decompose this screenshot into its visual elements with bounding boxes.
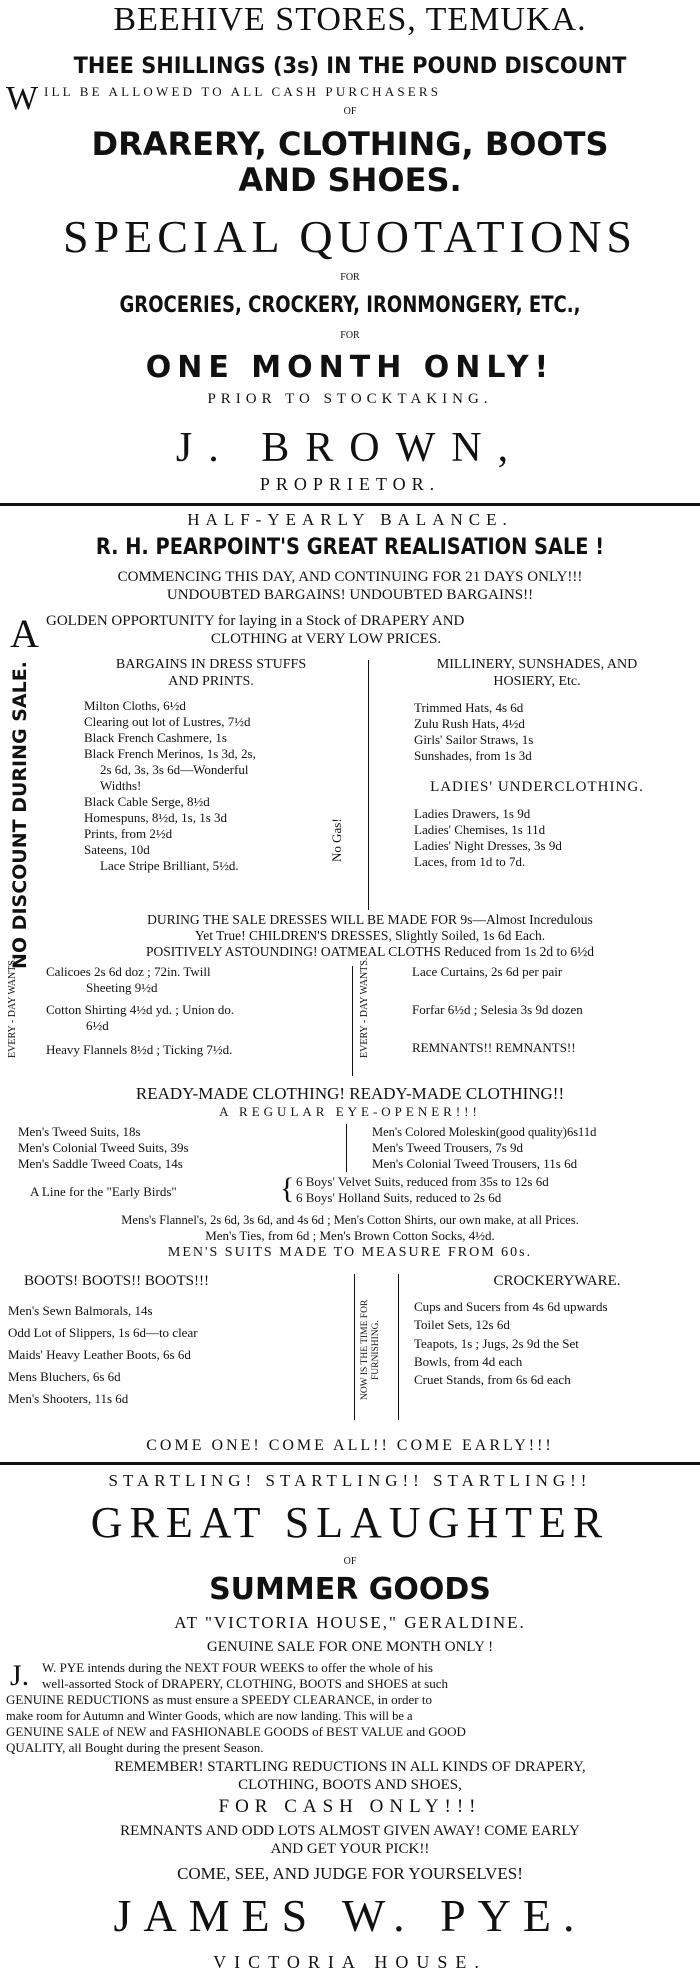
list-item: Black French Merinos, 1s 3d, 2s, — [84, 746, 256, 761]
half-yearly: HALF-YEARLY BALANCE. — [187, 510, 513, 529]
early-birds-lead: A Line for the "Early Birds" — [30, 1184, 177, 1199]
suits-measure-line: MEN'S SUITS MADE TO MEASURE FROM 60s. — [167, 1245, 533, 1260]
undoubted-line: UNDOUBTED BARGAINS! UNDOUBTED BARGAINS!! — [166, 587, 534, 603]
golden-line-1: GOLDEN OPPORTUNITY for laying in a Stock of DRAPERY AND — [46, 613, 465, 629]
groceries-line: GROCERIES, CROCKERY, IRONMONGERY, ETC., — [119, 293, 581, 318]
list-item: Bowls, from 4d each — [414, 1354, 523, 1369]
list-item: Lace Stripe Brilliant, 5½d. — [100, 858, 239, 873]
millinery-section — [378, 656, 696, 870]
furnishing-label: NOW IS THE TIME FOR FURNISHING. — [360, 1299, 381, 1401]
list-item: Trimmed Hats, 4s 6d — [414, 700, 524, 715]
list-item: Men's Tweed Trousers, 7s 9d — [372, 1140, 524, 1155]
list-item: Sheeting 9½d — [86, 980, 158, 995]
drapery-line-1: DRARERY, CLOTHING, BOOTS — [91, 126, 609, 162]
dresses-line-2: Yet True! CHILDREN'S DRESSES, Slightly Soiled, 1s 6d Each. — [194, 928, 546, 943]
of-label: OF — [343, 106, 357, 117]
victoria-line: AT "VICTORIA HOUSE," GERALDINE. — [174, 1613, 526, 1632]
dress-heading-1: BARGAINS IN DRESS STUFFS — [115, 657, 307, 672]
millinery-heading-1: MILLINERY, SUNSHADES, AND — [436, 657, 638, 672]
list-item: Milton Cloths, 6½d — [84, 698, 186, 713]
column-divider — [354, 1274, 355, 1420]
list-item: Teapots, 1s ; Jugs, 2s 9d the Set — [414, 1336, 579, 1351]
list-item: Men's Colored Moleskin(good quality)6s11d — [372, 1125, 597, 1139]
list-item: Laces, from 1d to 7d. — [414, 854, 526, 869]
list-item: Widths! — [100, 778, 142, 793]
boots-section — [8, 1272, 348, 1410]
no-discount-side-label: NO DISCOUNT DURING SALE. — [9, 661, 31, 969]
divider-1 — [0, 503, 700, 506]
list-item: Men's Shooters, 11s 6d — [8, 1391, 129, 1406]
dress-stuffs-section — [46, 656, 376, 874]
list-item: Men's Colonial Tweed Suits, 39s — [18, 1140, 189, 1155]
for-label: FOR — [340, 272, 360, 283]
for-label-2: FOR — [340, 330, 360, 341]
list-item: Men's Saddle Tweed Coats, 14s — [18, 1156, 183, 1171]
column-divider — [346, 1124, 347, 1172]
list-item: Cotton Shirting 4½d yd. ; Union do. — [46, 1002, 235, 1017]
column-divider — [352, 966, 353, 1076]
list-item: Zulu Rush Hats, 4½d — [414, 716, 525, 731]
list-item: Ladies' Chemises, 1s 11d — [414, 822, 546, 837]
list-item: REMNANTS!! REMNANTS!! — [412, 1040, 576, 1055]
discount-line: THEE SHILLINGS (3s) IN THE POUND DISCOUNT — [73, 54, 627, 79]
positively-line: POSITIVELY ASTOUNDING! OATMEAL CLOTHS Reduced from 1s 2d to 6½d — [145, 944, 595, 959]
startling-line: STARTLING! STARTLING!! STARTLING!! — [108, 1471, 592, 1490]
underclothing-heading: LADIES' UNDERCLOTHING. — [430, 779, 644, 795]
one-month-only: ONE MONTH ONLY! — [145, 350, 555, 385]
list-item: Cruet Stands, from 6s 6d each — [414, 1372, 571, 1387]
body-line: QUALITY, all Bought during the present Season. — [6, 1740, 264, 1755]
boots-heading: BOOTS! BOOTS!! BOOTS!!! — [24, 1273, 209, 1289]
remember-line-1: REMEMBER! STARTLING REDUCTIONS IN ALL KINDS OF DRAPERY, — [114, 1759, 586, 1775]
list-item: Maids' Heavy Leather Boots, 6s 6d — [8, 1347, 191, 1362]
list-item: Ladies Drawers, 1s 9d — [414, 806, 531, 821]
list-item: Sateens, 10d — [84, 842, 150, 857]
list-item: Men's Sewn Balmorals, 14s — [8, 1303, 153, 1318]
millinery-heading-2: HOSIERY, Etc. — [493, 674, 581, 689]
of-label-2: OF — [343, 1556, 357, 1567]
list-item: Ladies' Night Dresses, 3s 9d — [414, 838, 562, 853]
flannels-line: Mens's Flannel's, 2s 6d, 3s 6d, and 4s 6d ; Men's Cotton Shirts, our own make, at all Prices. — [121, 1213, 579, 1227]
remnants-line-1: REMNANTS AND ODD LOTS ALMOST GIVEN AWAY! COME EARLY — [120, 1823, 580, 1839]
everyday-left-list — [46, 964, 346, 1058]
ready-made-line: READY-MADE CLOTHING! READY-MADE CLOTHING!! — [135, 1084, 565, 1103]
special-quotations: SPECIAL QUOTATIONS — [62, 212, 637, 262]
brace: { — [280, 1172, 295, 1205]
proprietor-name: J. BROWN, — [175, 425, 525, 471]
eye-opener-line: A REGULAR EYE-OPENER!!! — [219, 1104, 481, 1119]
summer-goods: SUMMER GOODS — [209, 1572, 491, 1607]
list-item: Clearing out lot of Lustres, 7½d — [84, 714, 251, 729]
cash-only-line: FOR CASH ONLY!!! — [218, 1796, 482, 1817]
list-item: Homespuns, 8½d, 1s, 1s 3d — [84, 810, 228, 825]
james-pye-name: JAMES W. PYE. — [113, 1890, 587, 1941]
list-item: Odd Lot of Slippers, 1s 6d—to clear — [8, 1325, 198, 1340]
column-divider — [368, 660, 369, 910]
body-line: well-assorted Stock of DRAPERY, CLOTHING, BOOTS and SHOES at such — [42, 1676, 448, 1691]
come-one-line: COME ONE! COME ALL!! COME EARLY!!! — [146, 1437, 554, 1454]
drop-cap-j: J. — [10, 1659, 30, 1692]
golden-line-2: CLOTHING at VERY LOW PRICES. — [210, 631, 442, 647]
list-item: Black Cable Serge, 8½d — [84, 794, 210, 809]
beehive-title: BEEHIVE STORES, TEMUKA. — [113, 1, 587, 38]
clothing-right-list — [372, 1124, 698, 1172]
column-divider — [398, 1274, 399, 1420]
list-item: Heavy Flannels 8½d ; Ticking 7½d. — [46, 1042, 233, 1057]
list-item: Black French Cashmere, 1s — [84, 730, 227, 745]
list-item: Cups and Sucers from 4s 6d upwards — [414, 1299, 608, 1314]
great-slaughter: GREAT SLAUGHTER — [90, 1498, 610, 1547]
crockery-heading: CROCKERYWARE. — [493, 1273, 621, 1289]
list-item: Sunshades, from 1s 3d — [414, 748, 532, 763]
dress-heading-2: AND PRINTS. — [168, 674, 254, 689]
early-birds-list — [296, 1174, 700, 1206]
list-item: Mens Bluchers, 6s 6d — [8, 1369, 121, 1384]
list-item: 2s 6d, 3s, 3s 6d—Wonderful — [100, 762, 249, 777]
crockery-section — [414, 1272, 700, 1389]
everyday-wants-label-right: EVERY - DAY WANTS. — [359, 957, 370, 1058]
remnants-line-2: AND GET YOUR PICK!! — [270, 1841, 430, 1857]
list-item: Toilet Sets, 12s 6d — [414, 1317, 510, 1332]
list-item: 6 Boys' Velvet Suits, reduced from 35s to 12s 6d — [296, 1174, 549, 1189]
list-item: Men's Tweed Suits, 18s — [18, 1124, 141, 1139]
list-item: Forfar 6½d ; Selesia 3s 9d dozen — [412, 1002, 583, 1017]
list-item: Lace Curtains, 2s 6d per pair — [412, 964, 563, 979]
body-line: GENUINE SALE of NEW and FASHIONABLE GOODS of BEST VALUE and GOOD — [6, 1724, 466, 1739]
commencing-line: COMMENCING THIS DAY, AND CONTINUING FOR 21 DAYS ONLY!!! — [117, 569, 583, 585]
dresses-line-1: DURING THE SALE DRESSES WILL BE MADE FOR 9s—Almost Incredulous — [147, 912, 593, 927]
genuine-line: GENUINE SALE FOR ONE MONTH ONLY ! — [206, 1639, 494, 1655]
list-item: Girls' Sailor Straws, 1s — [414, 732, 534, 747]
proprietor-label: PROPRIETOR. — [259, 474, 441, 494]
pearpoint-headline: R. H. PEARPOINT'S GREAT REALISATION SALE ! — [95, 535, 605, 560]
everyday-wants-label-left: EVERY - DAY WANTS. — [7, 957, 18, 1058]
prior-line: PRIOR TO STOCKTAKING. — [207, 391, 493, 407]
list-item: Prints, from 2½d — [84, 826, 173, 841]
divider-2 — [0, 1462, 700, 1465]
pye-body — [6, 1660, 698, 1756]
list-item: 6½d — [86, 1018, 109, 1033]
allowed-line: ILL BE ALLOWED TO ALL CASH PURCHASERS — [44, 84, 442, 99]
clothing-left-list — [18, 1124, 338, 1172]
victoria-house-label: VICTORIA HOUSE. — [213, 1952, 487, 1972]
drop-cap-a: A — [10, 611, 39, 656]
come-see-line: COME, SEE, AND JUDGE FOR YOURSELVES! — [177, 1864, 523, 1883]
list-item: 6 Boys' Holland Suits, reduced to 2s 6d — [296, 1190, 502, 1205]
list-item: Calicoes 2s 6d doz ; 72in. Twill — [46, 964, 211, 979]
everyday-right-list — [412, 964, 700, 1056]
body-line: W. PYE intends during the NEXT FOUR WEEKS to offer the whole of his — [42, 1660, 433, 1675]
body-line: GENUINE REDUCTIONS as must ensure a SPEEDY CLEARANCE, in order to — [6, 1692, 432, 1707]
ties-line: Men's Ties, from 6d ; Men's Brown Cotton Socks, 4½d. — [205, 1228, 495, 1243]
drapery-line-2: AND SHOES. — [238, 162, 462, 198]
no-gas-label: No Gas! — [329, 818, 344, 862]
drop-cap-w: W — [6, 80, 39, 117]
list-item: Men's Colonial Tweed Trousers, 11s 6d — [372, 1156, 578, 1171]
remember-line-2: CLOTHING, BOOTS AND SHOES, — [238, 1777, 462, 1793]
body-line: make room for Autumn and Winter Goods, which are now landing. This will be a — [6, 1709, 413, 1723]
